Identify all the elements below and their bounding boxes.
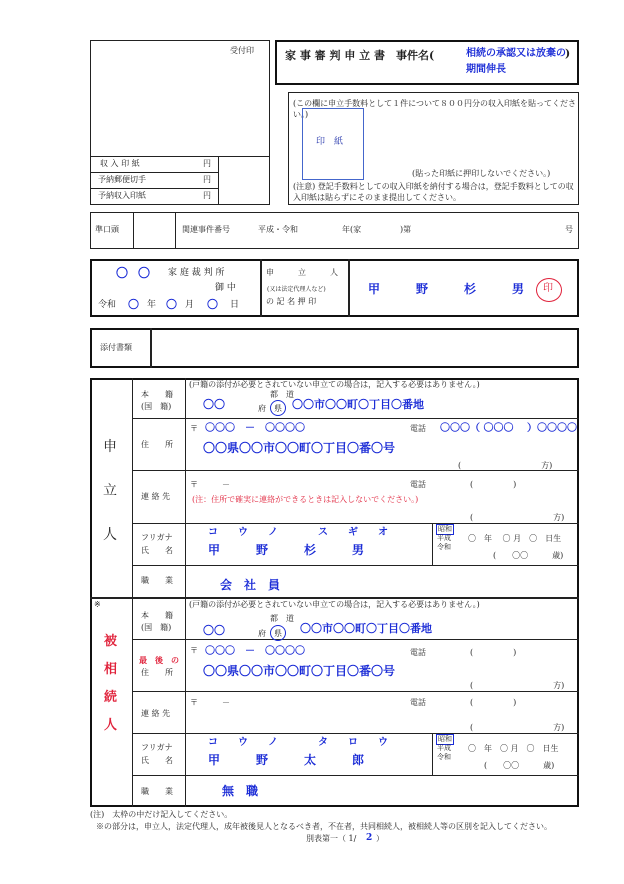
decedent-address-label: 住 所 — [141, 668, 173, 677]
applicant-domicile-label-2: (国 籍) — [141, 402, 172, 411]
court-honorific: 御 中 — [215, 283, 236, 293]
applicant-name-label: 氏 名 — [141, 546, 173, 555]
applicant-domicile-label-1: 本 籍 — [141, 390, 173, 399]
related-case-number-unit: 号 — [565, 225, 573, 234]
decedent-contact-phone: ( ) — [470, 698, 517, 707]
related-case-close: )第 — [400, 225, 412, 234]
decedent-furigana-label: フリガナ — [141, 743, 173, 752]
applicant-seal-name: 甲 野 杉 男 — [368, 282, 525, 296]
decedent-side-label-4: 人 — [104, 718, 118, 733]
decedent-postal-mark: 〒 — [190, 646, 198, 655]
date-year-label: 年 — [147, 300, 157, 310]
no-seal-note: (貼った印紙に押印しないでください。) — [412, 169, 551, 178]
footer-note-1: (注) 太枠の中だけ記入してください。 — [90, 810, 233, 819]
applicant-contact-care-of: ( 方) — [470, 513, 565, 522]
decedent-side-label-3: 続 — [104, 690, 118, 705]
decedent-star: ※ — [94, 600, 101, 609]
decedent-side-label-1: 被 — [104, 634, 118, 649]
attachments-row — [90, 328, 579, 368]
fee-prepaid-stamp-label: 予納収入印紙 — [98, 191, 146, 200]
applicant-ken-circle — [270, 400, 286, 416]
applicant-postal: 〇〇〇 － 〇〇〇〇 — [205, 423, 305, 434]
decedent-age: ( 〇〇 歳) — [484, 761, 555, 770]
case-name-line-2: 期間伸長 — [466, 64, 506, 75]
decedent-side-label-2: 相 — [104, 662, 118, 677]
decedent-era-showa: 昭和 — [438, 735, 452, 743]
applicant-contact-label: 連 絡 先 — [141, 492, 171, 501]
decedent-occupation-label: 職 業 — [141, 787, 173, 796]
applicant-furigana: コ ウ ノ ス ギ オ — [208, 527, 388, 538]
date-year-circle: 〇 — [128, 298, 139, 311]
fee-revenue-stamp-label: 収 入 印 紙 — [100, 159, 140, 168]
applicant-occupation-label: 職 業 — [141, 576, 173, 585]
receipt-stamp-label: 受付印 — [230, 46, 254, 55]
footer-note-2: ※の部分は，申立人，法定代理人，成年被後見人となるべき者，不在者，共同相続人，被相続人等の区別を記入してください。 — [96, 822, 552, 831]
court-circle-1: 〇 — [116, 266, 129, 280]
court-name: 家 庭 裁 判 所 — [168, 268, 225, 278]
related-case-row — [90, 212, 579, 249]
applicant-care-of: ( 方) — [458, 461, 553, 470]
applicant-furigana-label: フリガナ — [141, 533, 173, 542]
decedent-phone-label: 電話 — [410, 648, 426, 657]
applicant-phone: 〇〇〇（ 〇〇〇 ）〇〇〇〇 — [440, 423, 577, 434]
applicant-era-heisei: 平成 — [437, 534, 451, 542]
fee-prepaid-stamp-unit: 円 — [203, 191, 211, 200]
form-title: 家 事 審 判 申 立 書 事件名( — [285, 49, 435, 62]
date-day-circle: 〇 — [207, 298, 218, 311]
applicant-seal-label-2: (又は法定代理人など) — [267, 286, 326, 293]
related-case-label: 関連事件番号 — [182, 225, 230, 234]
related-case-era: 平成・令和 — [258, 225, 298, 234]
applicant-era-reiwa: 令和 — [437, 543, 451, 551]
case-name-close: ) — [565, 47, 571, 60]
applicant-postal-mark: 〒 — [190, 424, 198, 433]
decedent-address-value: 〇〇県〇〇市〇〇町〇丁目〇番〇号 — [203, 664, 396, 678]
decedent-era-heisei: 平成 — [437, 744, 451, 752]
decedent-contact-phone-label: 電話 — [410, 698, 426, 707]
applicant-phone-label: 電話 — [410, 424, 426, 433]
decedent-domicile-label-1: 本 籍 — [141, 611, 173, 620]
decedent-postal: 〇〇〇 － 〇〇〇〇 — [205, 646, 305, 657]
date-era: 令和 — [98, 300, 117, 310]
case-name-line-1: 相続の承認又は放棄の — [466, 48, 566, 59]
decedent-birth: 〇 年 〇 月 〇 日生 — [468, 744, 559, 753]
decedent-to-do: 都 道 — [270, 614, 294, 623]
applicant-contact-postal: 〒 － — [190, 480, 230, 489]
decedent-contact-care-of: ( 方) — [470, 723, 565, 732]
applicant-contact-note: (注：住所で確実に連絡ができるときは記入しないでください。) — [192, 495, 419, 504]
stamp-placeholder-label: 印 紙 — [316, 137, 344, 147]
applicant-address-value: 〇〇県〇〇市〇〇町〇丁目〇番〇号 — [203, 441, 396, 455]
fee-postage-unit: 円 — [203, 175, 211, 184]
applicant-era-showa: 昭和 — [438, 525, 452, 533]
date-month-circle: 〇 — [166, 298, 177, 311]
decedent-domicile-note: (戸籍の添付が必要とされていない申立ての場合は，記入する必要はありません。) — [189, 600, 480, 609]
decedent-era-reiwa: 令和 — [437, 753, 451, 761]
applicant-occupation: 会 社 員 — [220, 578, 281, 592]
decedent-phone: ( ) — [470, 648, 517, 657]
decedent-last-label: 最 後 の — [139, 655, 179, 665]
decedent-name-label: 氏 名 — [141, 756, 173, 765]
decedent-fu-ken: 府 県 — [258, 629, 282, 638]
applicant-side-label-3: 人 — [103, 527, 117, 543]
fee-revenue-stamp-unit: 円 — [203, 159, 211, 168]
decedent-contact-postal: 〒 － — [190, 698, 230, 707]
court-circle-2: 〇 — [138, 266, 151, 280]
applicant-age: ( 〇〇 歳) — [493, 551, 564, 560]
seal-mark-text: 印 — [543, 283, 553, 294]
applicant-pref: 〇〇 — [203, 398, 225, 411]
form-number-page: 2 — [366, 833, 373, 843]
prep-label: 準口頭 — [95, 225, 119, 234]
form-number-suffix: ） — [376, 834, 384, 843]
decedent-pref: 〇〇 — [203, 624, 225, 637]
applicant-address-label: 住 所 — [141, 440, 173, 449]
decedent-occupation: 無 職 — [222, 784, 259, 798]
applicant-seal-label-3: の 記 名 押 印 — [266, 297, 317, 306]
applicant-seal-label-1: 申 立 人 — [266, 268, 338, 277]
applicant-contact-phone: ( ) — [470, 480, 517, 489]
decedent-name: 甲 野 太 郎 — [208, 753, 365, 767]
applicant-birth: 〇 年 〇 月 〇 日生 — [468, 534, 562, 543]
decedent-contact-label: 連 絡 先 — [141, 709, 171, 718]
form-number-prefix: 別表第一（ 1/ — [306, 834, 357, 843]
applicant-contact-phone-label: 電話 — [410, 480, 426, 489]
applicant-fu-ken: 府 県 — [258, 404, 282, 413]
attachments-label: 添付書類 — [100, 343, 132, 352]
applicant-side-label-2: 立 — [103, 483, 117, 499]
decedent-domicile-label-2: (国 籍) — [141, 623, 172, 632]
stamp-notice: (この欄に申立手数料として１件について８００円分の収入印紙を貼ってください。) — [293, 99, 576, 119]
related-case-year: 年(家 — [342, 225, 362, 234]
decedent-furigana: コ ウ ノ タ ロ ウ — [208, 737, 388, 748]
stamp-caution: (注意) 登記手数料としての収入印紙を納付する場合は，登記手数料としての収入印紙は貼らずにそのまま提出してください。 — [293, 182, 574, 202]
date-month-label: 月 — [185, 300, 195, 310]
decedent-ken-circle — [270, 625, 286, 641]
decedent-domicile-value: 〇〇市〇〇町〇丁目〇番地 — [300, 622, 432, 635]
applicant-domicile-note: (戸籍の添付が必要とされていない申立ての場合は，記入する必要はありません。) — [189, 380, 480, 389]
applicant-to-do: 都 道 — [270, 390, 294, 399]
decedent-care-of: ( 方) — [470, 681, 565, 690]
applicant-domicile-value: 〇〇市〇〇町〇丁目〇番地 — [292, 398, 424, 411]
applicant-name: 甲 野 杉 男 — [208, 543, 365, 557]
applicant-side-label-1: 申 — [103, 439, 117, 455]
date-day-label: 日 — [230, 300, 240, 310]
fee-postage-label: 予納郵便切手 — [98, 175, 146, 184]
